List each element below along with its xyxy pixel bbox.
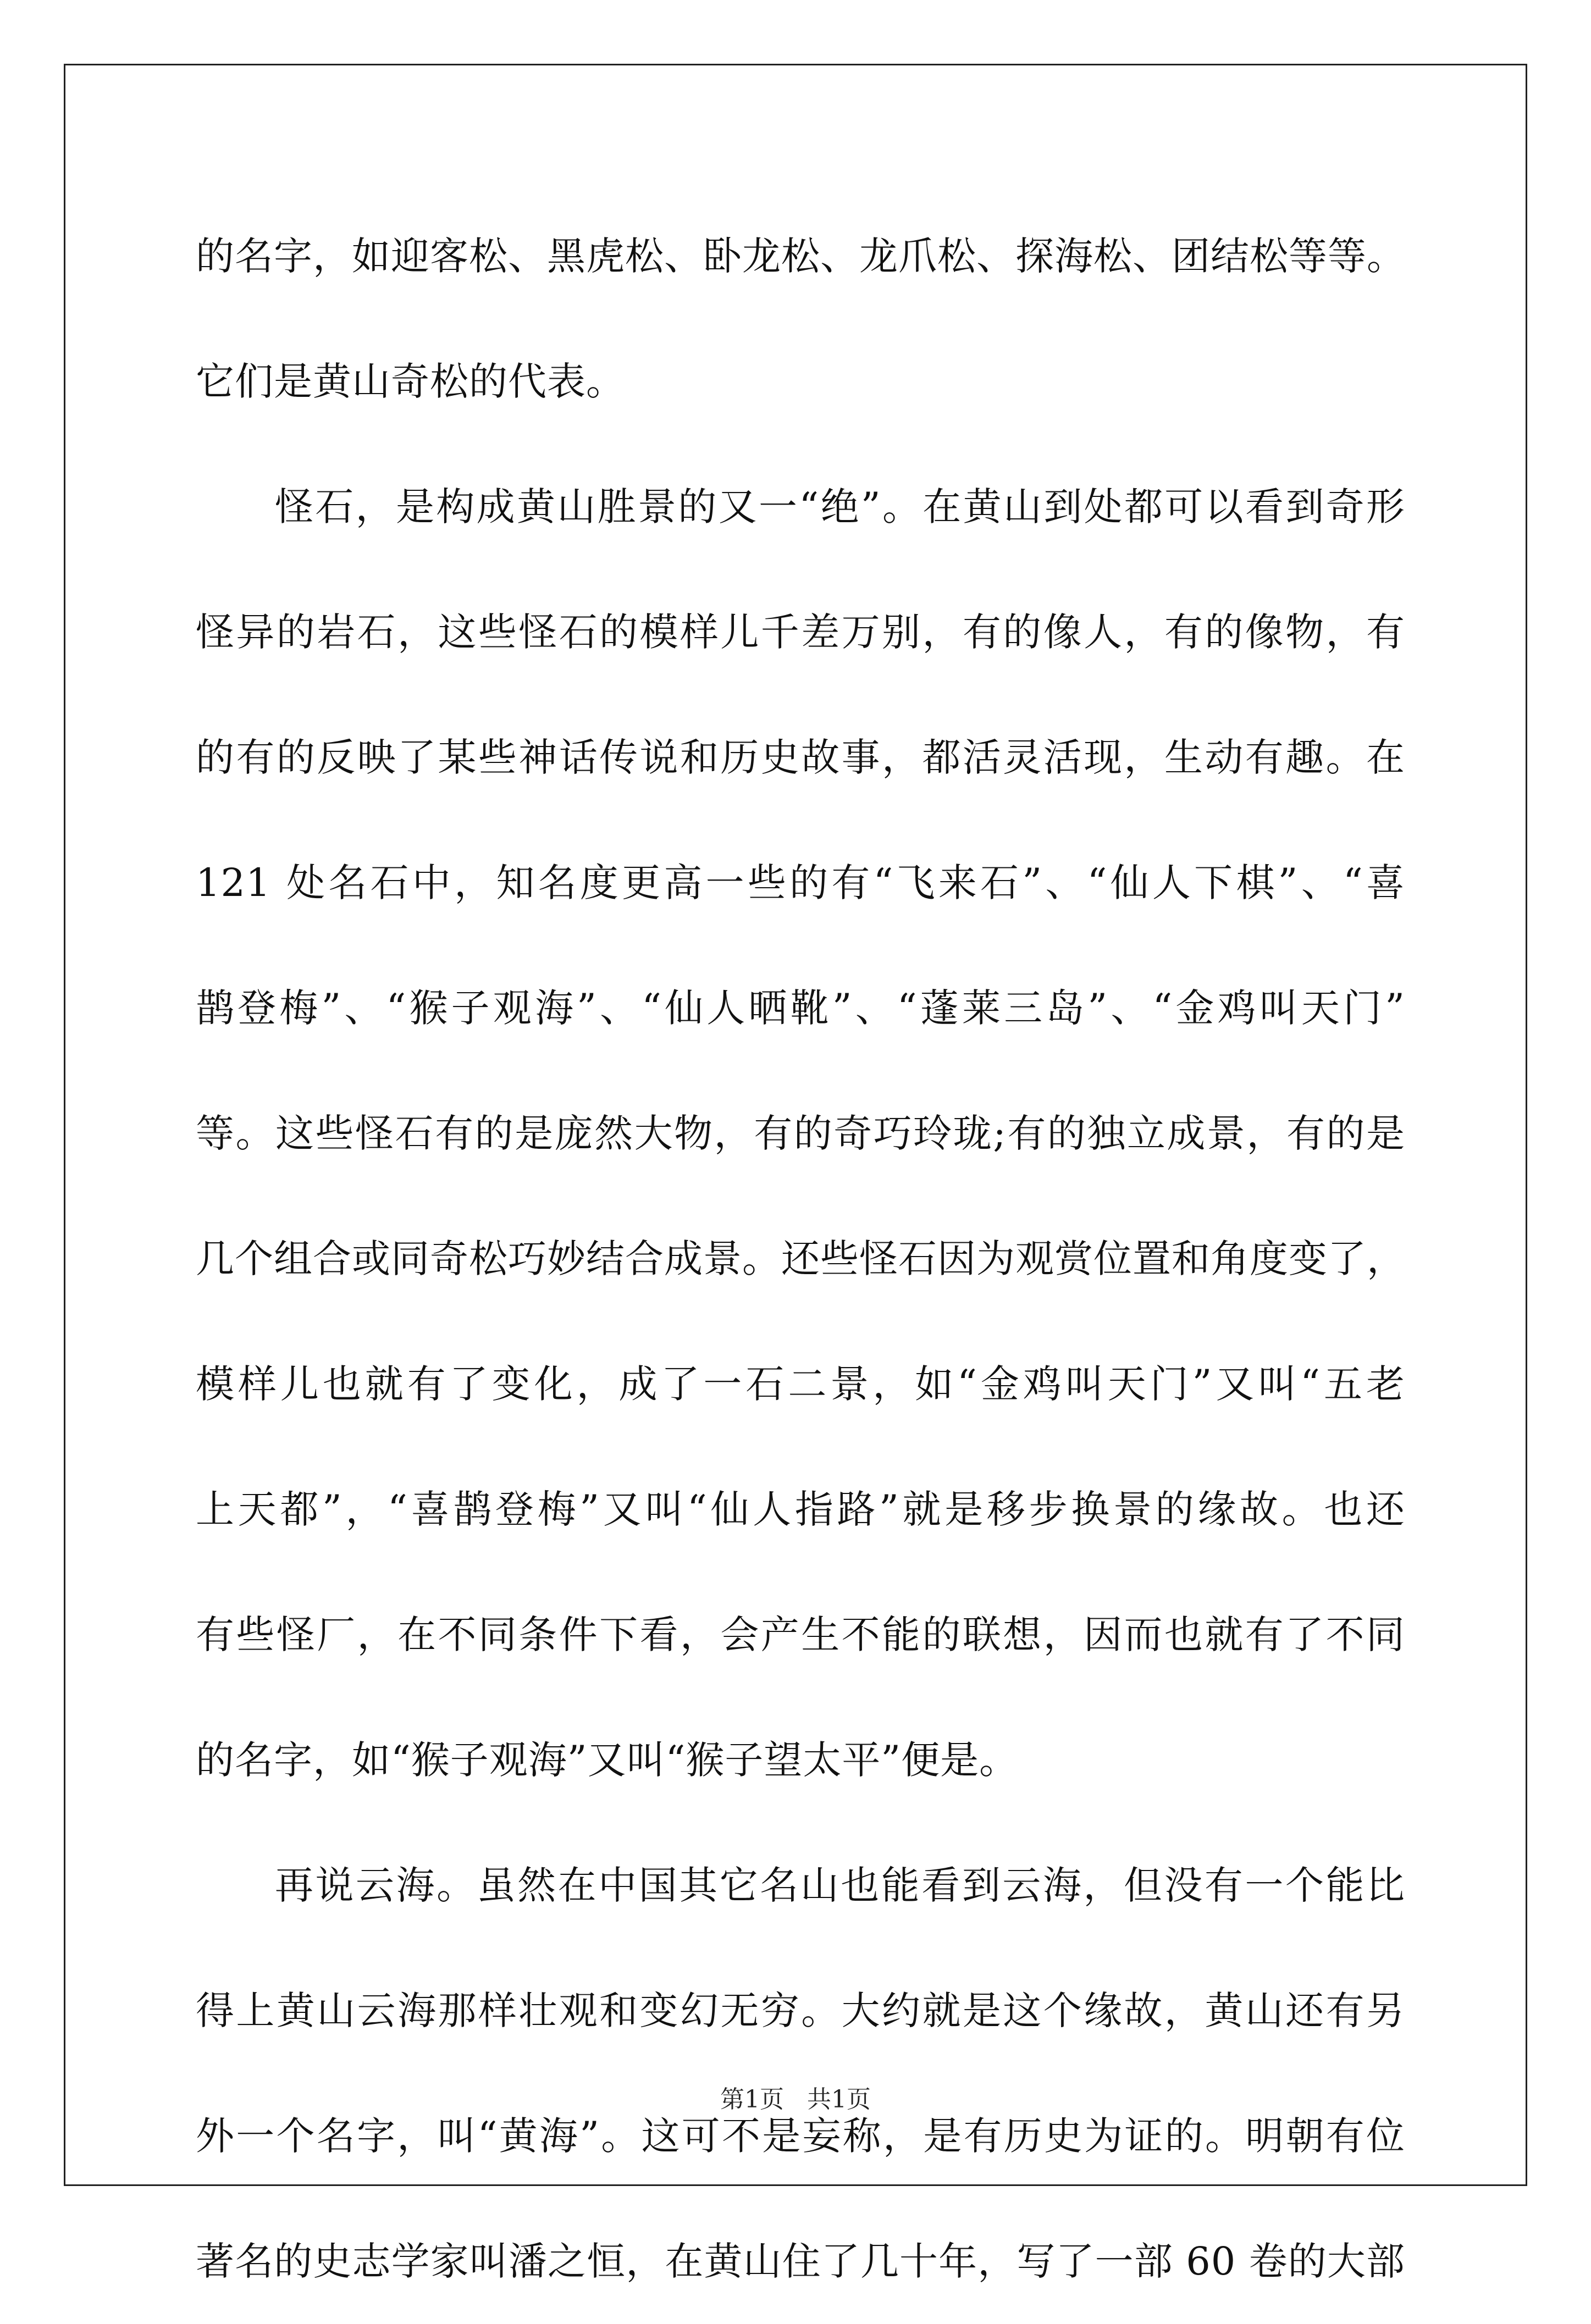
text-line: 鹊登梅”、“猴子观海”、“仙人晒靴”、“蓬莱三岛”、“金鸡叫天门”	[196, 986, 1405, 1031]
text-line: 得上黄山云海那样壮观和变幻无穷。大约就是这个缘故，黄山还有另	[196, 1988, 1405, 2033]
text-line: 外一个名字，叫“黄海”。这可不是妄称，是有历史为证的。明朝有位	[196, 2113, 1405, 2159]
text-line: 上天都”，“喜鹊登梅”又叫“仙人指路”就是移步换景的缘故。也还	[196, 1487, 1405, 1532]
text-line: 的有的反映了某些神话传说和历史故事，都活灵活现，生动有趣。在	[196, 735, 1405, 780]
page-total: 共1页	[806, 2085, 871, 2113]
text-line: 怪异的岩石，这些怪石的模样儿千差万别，有的像人，有的像物，有	[196, 610, 1405, 655]
text-line: 著名的史志学家叫潘之恒，在黄山住了几十年，写了一部 60 卷的大部	[196, 2239, 1405, 2284]
text-line: 模样儿也就有了变化，成了一石二景，如“金鸡叫天门”又叫“五老	[196, 1362, 1405, 1407]
page-footer	[0, 2083, 1591, 2116]
text-line: 有些怪厂，在不同条件下看，会产生不能的联想，因而也就有了不同	[196, 1612, 1405, 1657]
text-line: 121 处名石中，知名度更高一些的有“飞来石”、“仙人下棋”、“喜	[196, 860, 1405, 905]
page-number: 第1页	[720, 2085, 785, 2113]
paragraph-first-line: 再说云海。虽然在中国其它名山也能看到云海，但没有一个能比	[275, 1863, 1405, 1908]
text-line: 的名字，如迎客松、黑虎松、卧龙松、龙爪松、探海松、团结松等等。	[196, 234, 1406, 279]
text-line: 它们是黄山奇松的代表。	[196, 359, 625, 404]
text-line: 的名字，如“猴子观海”又叫“猴子望太平”便是。	[196, 1738, 1019, 1783]
paragraph-first-line: 怪石，是构成黄山胜景的又一“绝”。在黄山到处都可以看到奇形	[275, 484, 1405, 529]
document-body	[196, 193, 1405, 2324]
text-line: 等。这些怪石有的是庞然大物，有的奇巧玲珑;有的独立成景，有的是	[196, 1111, 1405, 1156]
text-line: 几个组合或同奇松巧妙结合成景。还些怪石因为观赏位置和角度变了，	[196, 1236, 1406, 1281]
